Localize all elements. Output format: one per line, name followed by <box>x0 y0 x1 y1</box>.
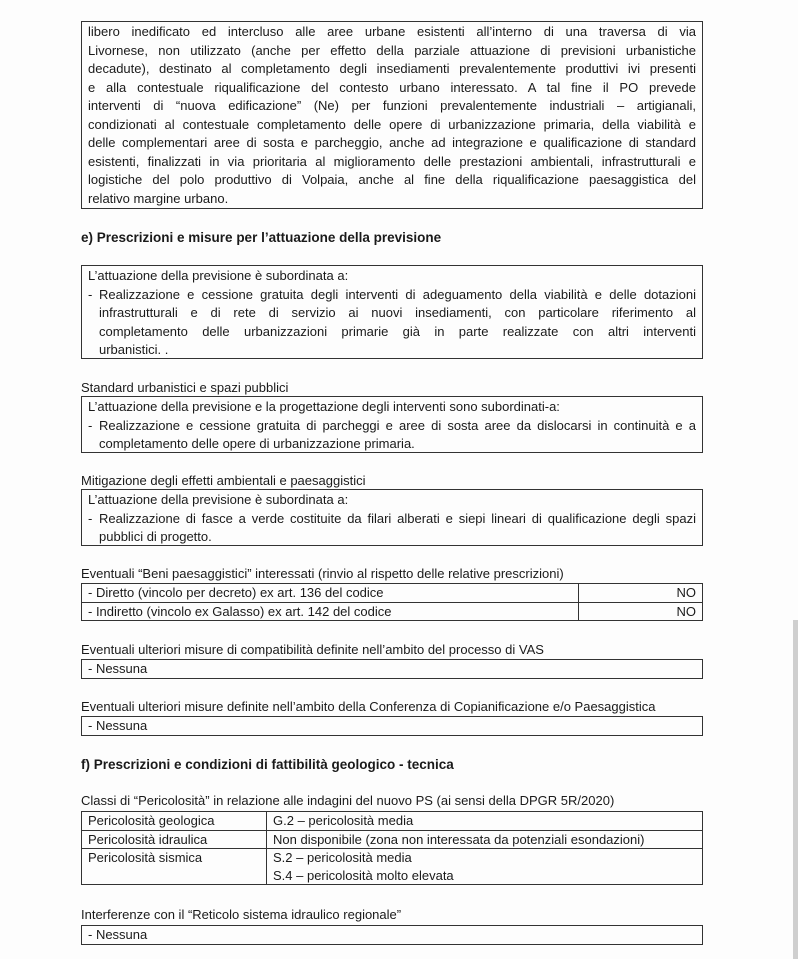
bullet-dash: - <box>88 286 93 302</box>
reticolo-caption: Interferenze con il “Reticolo sistema idraulico regionale” <box>81 907 402 922</box>
table-row <box>82 602 703 621</box>
attuazione-bullet <box>88 286 696 360</box>
table-row <box>82 926 703 945</box>
vas-value: - Nessuna <box>82 660 703 679</box>
section-f-heading: f) Prescrizioni e condizioni di fattibilità geologico - tecnica <box>81 757 454 772</box>
table-row <box>82 830 703 849</box>
pericolosita-value <box>267 849 703 885</box>
intro-line: libero inedificato ed intercluso alle aree urbane esistenti all’interno di una traversa di via <box>88 24 696 39</box>
intro-line: condizionati al contestuale completamento delle opere di urbanizzazione primaria, della viabilità e <box>88 116 696 132</box>
intro-line: Livornese, non utilizzato (anche per effetto della parziale attuazione di previsioni urbanistiche <box>88 42 696 58</box>
bullet-line: urbanistici. . <box>99 342 169 357</box>
conferenza-value: - Nessuna <box>82 717 703 736</box>
vas-caption: Eventuali ulteriori misure di compatibilità definite nell’ambito del processo di VAS <box>81 642 544 657</box>
scrollbar[interactable] <box>793 620 798 959</box>
beni-label: - Indiretto (vincolo ex Galasso) ex art. 142 del codice <box>82 602 579 621</box>
beni-label: - Diretto (vincolo per decreto) ex art. 136 del codice <box>82 584 579 603</box>
beni-value: NO <box>579 584 703 603</box>
reticolo-table <box>81 925 703 945</box>
intro-line: e alla contestuale riqualificazione del contesto urbano interessato. A tal fine il PO prevede <box>88 79 696 95</box>
intro-line: delle complementari aree di sosta e parcheggio, anche ad integrazione e qualificazione di standard <box>88 135 696 150</box>
section-e-heading: e) Prescrizioni e misure per l’attuazione della previsione <box>81 230 442 245</box>
beni-caption: Eventuali “Beni paesaggistici” interessati (rinvio al rispetto delle relative prescrizioni) <box>81 566 564 581</box>
mitigazione-box <box>81 489 703 546</box>
bullet-line: completamento delle urbanizzazioni primarie già in parte realizzate con altri interventi <box>99 323 696 339</box>
table-row <box>82 584 703 603</box>
intro-line: logistiche del polo produttivo di Volpaia, anche al fine della riqualificazione paesaggistica del <box>88 172 696 187</box>
classi-caption: Classi di “Pericolosità” in relazione alle indagini del nuovo PS (ai sensi della DPGR 5R/2020) <box>81 793 615 808</box>
bullet-line: infrastrutturali e di rete di servizio ai nuovi insediamenti, con particolare riferimento al <box>99 305 696 320</box>
standard-caption: Standard urbanistici e spazi pubblici <box>81 380 289 395</box>
pericolosita-label: Pericolosità sismica <box>82 849 267 885</box>
beni-table <box>81 583 703 621</box>
pericolosita-value-line: S.4 – pericolosità molto elevata <box>273 867 454 883</box>
standard-bullet <box>88 417 696 454</box>
beni-value: NO <box>579 602 703 621</box>
standard-intro: L’attuazione della previsione e la progettazione degli interventi sono subordinati-a: <box>88 399 560 414</box>
vas-table <box>81 659 703 679</box>
intro-line: esistenti, finalizzati in via prioritaria al miglioramento delle prestazioni ambientali, infrastrutturali e <box>88 153 696 169</box>
conferenza-table <box>81 716 703 736</box>
intro-text-box <box>81 21 703 209</box>
attuazione-box <box>81 265 703 359</box>
mitigazione-bullet <box>88 510 696 547</box>
bullet-line: Realizzazione di fasce a verde costituite da filari alberati e siepi lineari di qualificazione degli spazi <box>99 510 696 526</box>
mitigazione-caption: Mitigazione degli effetti ambientali e paesaggistici <box>81 473 366 488</box>
intro-line: relativo margine urbano. <box>88 190 229 206</box>
intro-line: decadute), destinato al completamento degli insediamenti prevalentemente produttivi ivi presenti <box>88 61 696 76</box>
standard-box <box>81 396 703 453</box>
bullet-line: completamento delle opere di urbanizzazione primaria. <box>99 436 415 451</box>
reticolo-value: - Nessuna <box>82 926 703 945</box>
table-row <box>82 660 703 679</box>
intro-line: interventi di “nuova edificazione” (Ne) per funzioni prevalentemente industriali – artigianali, <box>88 98 696 113</box>
bullet-line: pubblici di progetto. <box>99 529 212 544</box>
pericolosita-value: G.2 – pericolosità media <box>267 812 703 831</box>
table-row <box>82 812 703 831</box>
bullet-dash: - <box>88 417 93 433</box>
bullet-line: Realizzazione e cessione gratuita degli interventi di adeguamento della viabilità e delle dotazioni <box>99 286 696 302</box>
attuazione-intro: L’attuazione della previsione è subordinata a: <box>88 268 349 283</box>
pericolosita-label: Pericolosità idraulica <box>82 830 267 849</box>
bullet-dash: - <box>88 510 93 526</box>
table-row <box>82 717 703 736</box>
pericolosita-label: Pericolosità geologica <box>82 812 267 831</box>
conferenza-caption: Eventuali ulteriori misure definite nell’ambito della Conferenza di Copianificazione e/o Paesaggistica <box>81 699 656 714</box>
table-row <box>82 849 703 885</box>
pericolosita-value: Non disponibile (zona non interessata da potenziali esondazioni) <box>267 830 703 849</box>
pericolosita-value-line: S.2 – pericolosità media <box>273 850 412 865</box>
bullet-line: Realizzazione e cessione gratuita di parcheggi e aree di sosta aree da dislocarsi in continuità e a <box>99 417 696 433</box>
pericolosita-table <box>81 811 703 885</box>
mitigazione-intro: L’attuazione della previsione è subordinata a: <box>88 492 349 507</box>
